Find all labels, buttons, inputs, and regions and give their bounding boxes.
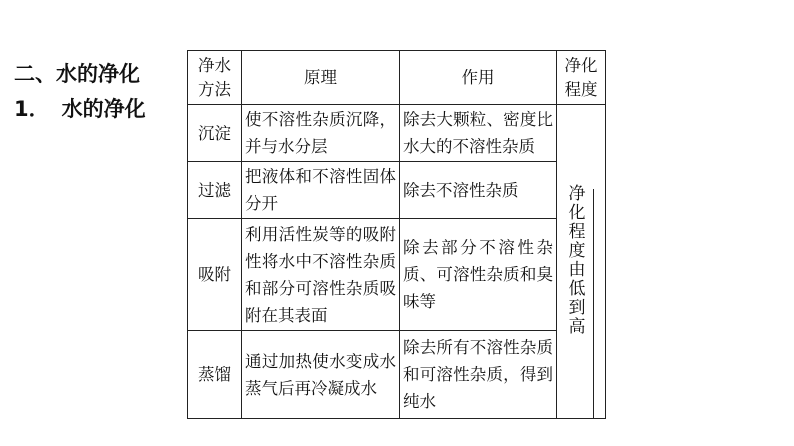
- degree-char: 到: [568, 298, 586, 318]
- table-row: [188, 162, 606, 219]
- degree-char: 化: [568, 203, 586, 223]
- degree-char: 净: [568, 184, 586, 204]
- degree-char: 程: [568, 222, 586, 242]
- row-effect: 除去所有不溶性杂质和可溶性杂质，得到纯水: [400, 331, 557, 419]
- header-degree: [557, 51, 606, 105]
- header-effect: 作用: [400, 51, 557, 105]
- header-method: [188, 51, 242, 105]
- row-principle: 利用活性炭等的吸附性将水中不溶性杂质和部分可溶性杂质吸附在其表面: [242, 219, 400, 331]
- table-row: [188, 331, 606, 419]
- row-effect: 除去大颗粒、密度比水大的不溶性杂质: [400, 105, 557, 162]
- degree-char: 高: [568, 317, 586, 337]
- purification-table: [187, 50, 606, 419]
- header-principle: 原理: [242, 51, 400, 105]
- degree-arrow-line: [593, 189, 594, 419]
- row-method: 沉淀: [188, 105, 242, 162]
- row-effect: 除去不溶性杂质: [400, 162, 557, 219]
- row-method: 过滤: [188, 162, 242, 219]
- degree-char: 度: [568, 241, 586, 261]
- row-principle: 使不溶性杂质沉降，并与水分层: [242, 105, 400, 162]
- table-row: [188, 105, 606, 162]
- row-method: 吸附: [188, 219, 242, 331]
- header-method-line1: 净水: [198, 55, 231, 75]
- degree-vertical-text: [567, 185, 587, 337]
- section-heading: 二、水的净化: [14, 62, 140, 86]
- subsection-title: 水的净化: [61, 97, 146, 121]
- subsection-heading: [14, 93, 146, 123]
- degree-cell: [557, 105, 606, 419]
- header-degree-line2: 程度: [564, 79, 598, 99]
- row-effect: 除去部分不溶性杂质、可溶性杂质和臭味等: [400, 219, 557, 331]
- header-method-line2: 方法: [198, 79, 231, 99]
- table-row: [188, 219, 606, 331]
- header-degree-line1: 净化: [564, 55, 598, 75]
- row-principle: 通过加热使水变成水蒸气后再冷凝成水: [242, 331, 400, 419]
- degree-char: 低: [568, 279, 586, 299]
- subsection-number: 1．: [14, 97, 50, 121]
- row-principle: 把液体和不溶性固体分开: [242, 162, 400, 219]
- row-method: 蒸馏: [188, 331, 242, 419]
- degree-char: 由: [568, 260, 586, 280]
- table-header-row: [188, 51, 606, 105]
